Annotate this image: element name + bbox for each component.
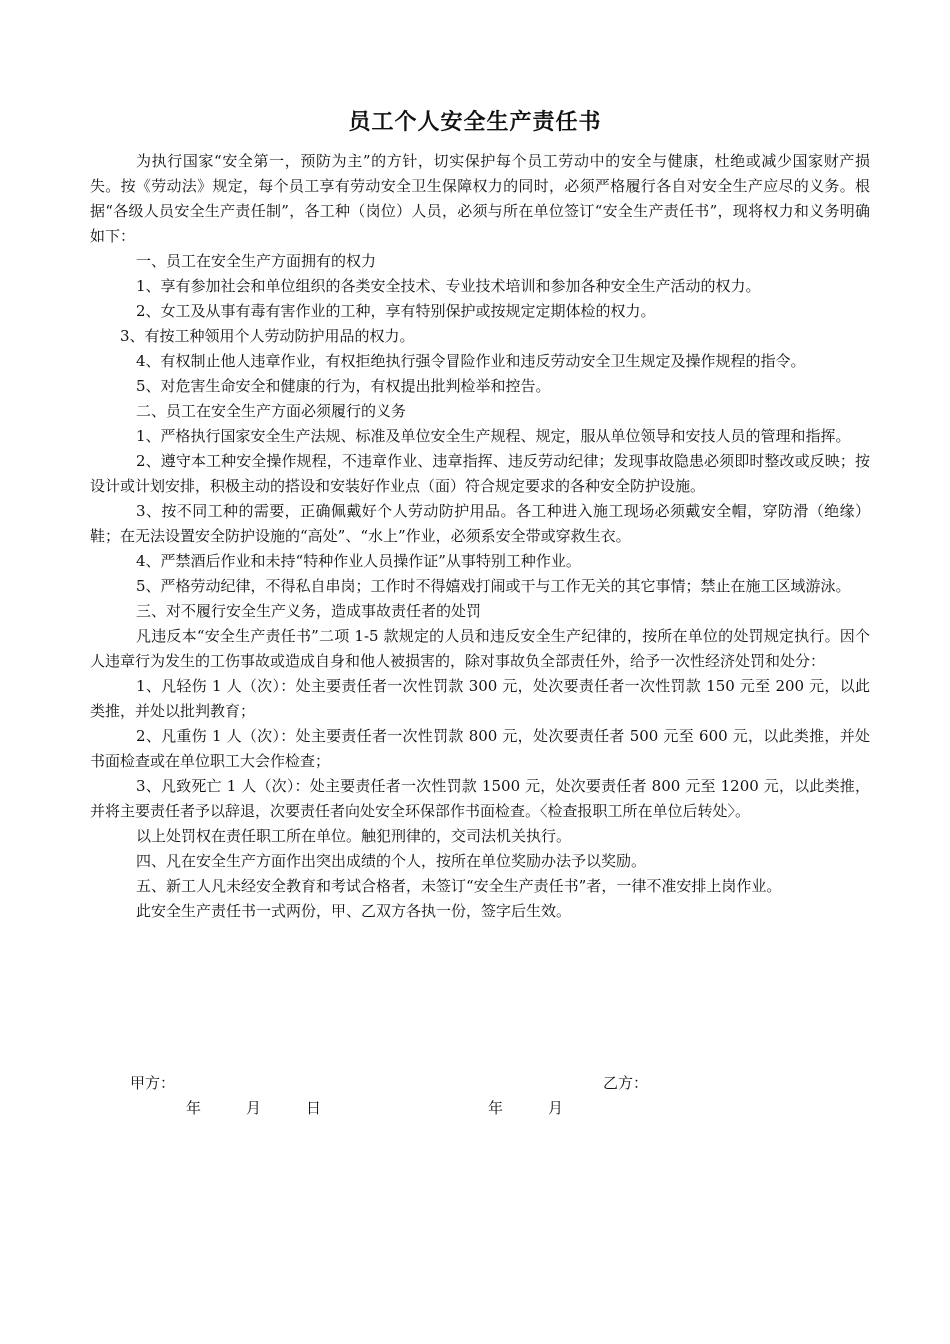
section-3-item-1: 1、凡轻伤 1 人（次）：处主要责任者一次性罚款 300 元，处次要责任者一次性罚款 150 元至 200 元，以此类推，并处以批判教育；: [90, 677, 870, 720]
section-1-item-3: 3、有按工种领用个人劳动防护用品的权力。: [120, 327, 415, 345]
section-3-item-2: 2、凡重伤 1 人（次）：处主要责任者一次性罚款 800 元，处次要责任者 500 元至 600 元，以此类推，并处书面检查或在单位职工大会作检查；: [90, 727, 870, 770]
section-5: 五、新工人凡未经安全教育和考试合格者，未签订“安全生产责任书”者，一律不准安排上岗作业。: [136, 877, 782, 895]
section-3-heading: 三、对不履行安全生产义务，造成事故责任者的处罚: [136, 602, 482, 620]
section-1-item-4: 4、有权制止他人违章作业，有权拒绝执行强令冒险作业和违反劳动安全卫生规定及操作规程的指令。: [136, 352, 806, 370]
section-2-heading: 二、员工在安全生产方面必须履行的义务: [136, 402, 407, 420]
party-b-label: 乙方：: [603, 1074, 649, 1092]
party-a-date: 年 月 日: [186, 1099, 322, 1117]
section-3-intro: 凡违反本“安全生产责任书”二项 1-5 款规定的人员和违反安全生产纪律的，按所在单位的处罚规定执行。因个人违章行为发生的工伤事故或造成自身和他人被损害的，除对事故负全部责任外，给予一次性经济处罚和处分：: [90, 627, 870, 670]
section-2-item-4: 4、严禁酒后作业和未持“特种作业人员操作证”从事特别工种作业。: [136, 552, 581, 570]
section-3-item-3: 3、凡致死亡 1 人（次）：处主要责任者一次性罚款 1500 元，处次要责任者 800 元至 1200 元，以此类推，并将主要责任者予以辞退，次要责任者向处安全环保部作书面检查。〈检查报职工所在单位后转处〉。: [90, 777, 870, 820]
section-2-item-5: 5、严格劳动纪律，不得私自串岗；工作时不得嬉戏打闹或干与工作无关的其它事情；禁止在施工区域游泳。: [136, 577, 851, 595]
document-body: [90, 149, 870, 924]
document-title: 员工个人安全生产责任书: [348, 109, 602, 135]
intro-paragraph: 为执行国家“安全第一，预防为主”的方针，切实保护每个员工劳动中的安全与健康，杜绝或减少国家财产损失。按《劳动法》规定，每个员工享有劳动安全卫生保障权力的同时，必须严格履行各自对安全生产应尽的义务。根据“各级人员安全生产责任制”，各工种（岗位）人员，必须与所在单位签订“安全生产责任书”，现将权力和义务明确如下：: [90, 152, 870, 245]
party-a-label: 甲方：: [130, 1074, 176, 1092]
section-2-item-1: 1、严格执行国家安全生产法规、标准及单位安全生产规程、规定，服从单位领导和安技人员的管理和指挥。: [136, 427, 851, 445]
section-2-item-2: 2、遵守本工种安全操作规程，不违章作业、违章指挥、违反劳动纪律；发现事故隐患必须即时整改或反映；按设计或计划安排，积极主动的搭设和安装好作业点（面）符合规定要求的各种安全防护设施。: [90, 452, 870, 495]
validity-statement: 此安全生产责任书一式两份，甲、乙双方各执一份，签字后生效。: [136, 902, 572, 920]
party-b-date: 年 月: [488, 1099, 564, 1117]
section-2-item-3: 3、按不同工种的需要，正确佩戴好个人劳动防护用品。各工种进入施工现场必须戴安全帽，穿防滑（绝缘）鞋；在无法设置安全防护设施的“高处”、“水上”作业，必须系安全带或穿救生衣。: [90, 502, 870, 545]
section-1-item-5: 5、对危害生命安全和健康的行为，有权提出批判检举和控告。: [136, 377, 551, 395]
section-1-item-2: 2、女工及从事有毒有害作业的工种，享有特别保护或按规定定期体检的权力。: [136, 302, 656, 320]
section-1-heading: 一、员工在安全生产方面拥有的权力: [136, 252, 377, 270]
section-1-item-1: 1、享有参加社会和单位组织的各类安全技术、专业技术培训和参加各种安全生产活动的权力。: [136, 277, 761, 295]
section-3-note: 以上处罚权在责任职工所在单位。触犯刑律的，交司法机关执行。: [136, 827, 572, 845]
section-4: 四、凡在安全生产方面作出突出成绩的个人，按所在单位奖励办法予以奖励。: [136, 852, 647, 870]
